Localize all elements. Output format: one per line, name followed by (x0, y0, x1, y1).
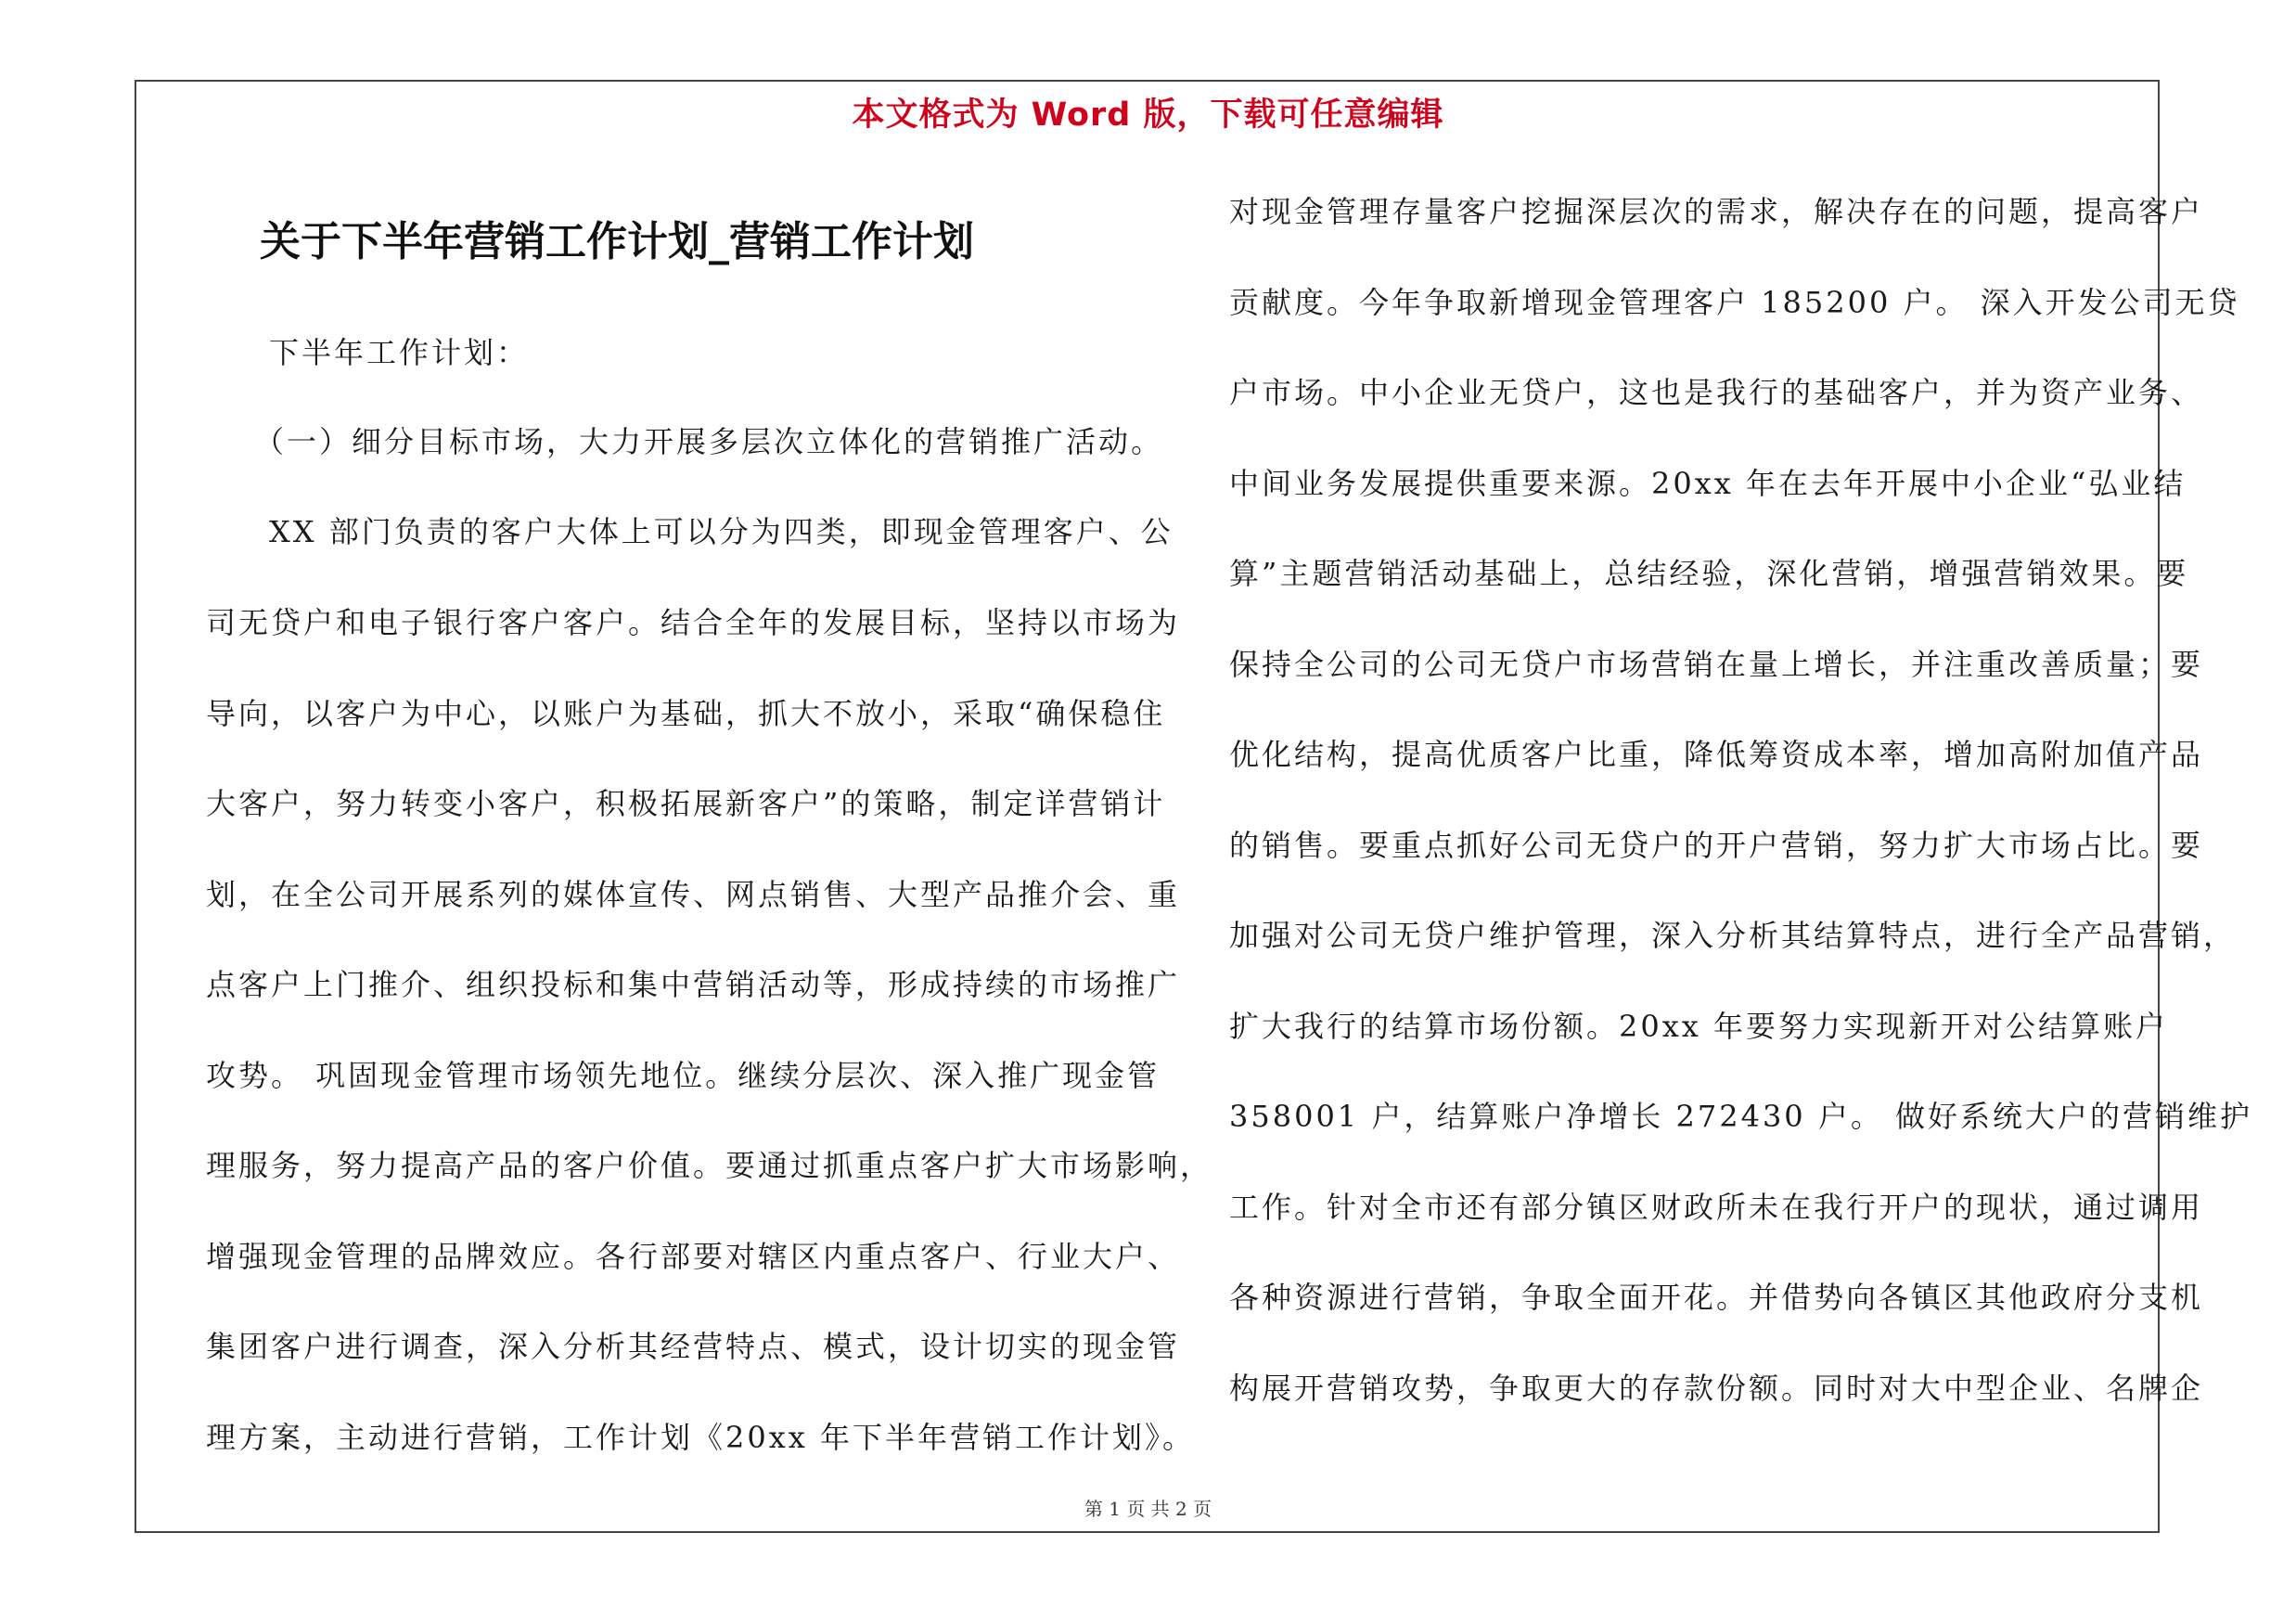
paragraph-line: 的销售。要重点抓好公司无贷户的开户营销，努力扩大市场占比。要 (1229, 828, 2204, 863)
paragraph-line: 加强对公司无贷户维护管理，深入分析其结算特点，进行全产品营销， (1229, 918, 2237, 953)
paragraph-line: 算”主题营销活动基础上，总结经验，深化营销，增强营销效果。要 (1229, 556, 2189, 591)
paragraph-line: 对现金管理存量客户挖掘深层次的需求，解决存在的问题，提高客户 (1229, 194, 2204, 229)
paragraph-line: 下半年工作计划： (269, 335, 530, 370)
page-number-footer: 第 1 页 共 2 页 (1084, 1498, 1212, 1520)
paragraph-line: 集团客户进行调查，深入分析其经营特点、模式，设计切实的现金管 (206, 1329, 1181, 1364)
paragraph-line: 点客户上门推介、组织投标和集中营销活动等，形成持续的市场推广 (206, 967, 1181, 1002)
paragraph-line: 优化结构，提高优质客户比重，降低筹资成本率，增加高附加值产品 (1229, 737, 2204, 772)
paragraph-line: 理服务，努力提高产品的客户价值。要通过抓重点客户扩大市场影响， (206, 1148, 1213, 1183)
paragraph-line: 攻势。 巩固现金管理市场领先地位。继续分层次、深入推广现金管 (206, 1058, 1161, 1093)
paragraph-line: 划，在全公司开展系列的媒体宣传、网点销售、大型产品推介会、重 (206, 877, 1181, 912)
paragraph-line: 贡献度。今年争取新增现金管理客户 185200 户。 深入开发公司无贷 (1229, 285, 2240, 320)
paragraph-line: 扩大我行的结算市场份额。20xx 年要努力实现新开对公结算账户 (1229, 1009, 2168, 1044)
paragraph-line: 理方案，主动进行营销，工作计划《20xx 年下半年营销工作计划》。 (206, 1420, 1195, 1455)
paragraph-line: 中间业务发展提供重要来源。20xx 年在去年开展中小企业“弘业结 (1229, 466, 2187, 501)
paragraph-line: 大客户，努力转变小客户，积极拓展新客户”的策略，制定详营销计 (206, 786, 1166, 821)
paragraph-line: 司无贷户和电子银行客户客户。结合全年的发展目标，坚持以市场为 (206, 605, 1181, 640)
paragraph-line: 保持全公司的公司无贷户市场营销在量上增长，并注重改善质量；要 (1229, 647, 2204, 682)
paragraph-line: 增强现金管理的品牌效应。各行部要对辖区内重点客户、行业大户、 (206, 1239, 1181, 1274)
paragraph-line: 构展开营销攻势，争取更大的存款份额。同时对大中型企业、名牌企 (1229, 1371, 2204, 1406)
paragraph-line: 工作。针对全市还有部分镇区财政所未在我行开户的现状，通过调用 (1229, 1190, 2204, 1225)
paragraph-line: 各种资源进行营销，争取全面开花。并借势向各镇区其他政府分支机 (1229, 1280, 2204, 1315)
paragraph-line: XX 部门负责的客户大体上可以分为四类，即现金管理客户、公 (269, 514, 1174, 549)
paragraph-line: 户市场。中小企业无贷户，这也是我行的基础客户，并为资产业务、 (1229, 375, 2204, 410)
document-title: 关于下半年营销工作计划_营销工作计划 (260, 218, 974, 265)
paragraph-line: （一）细分目标市场，大力开展多层次立体化的营销推广活动。 (254, 424, 1164, 459)
format-banner: 本文格式为 Word 版，下载可任意编辑 (852, 97, 1444, 134)
paragraph-line: 358001 户，结算账户净增长 272430 户。 做好系统大户的营销维护 (1229, 1099, 2253, 1134)
paragraph-line: 导向，以客户为中心，以账户为基础，抓大不放小，采取“确保稳住 (206, 696, 1166, 731)
